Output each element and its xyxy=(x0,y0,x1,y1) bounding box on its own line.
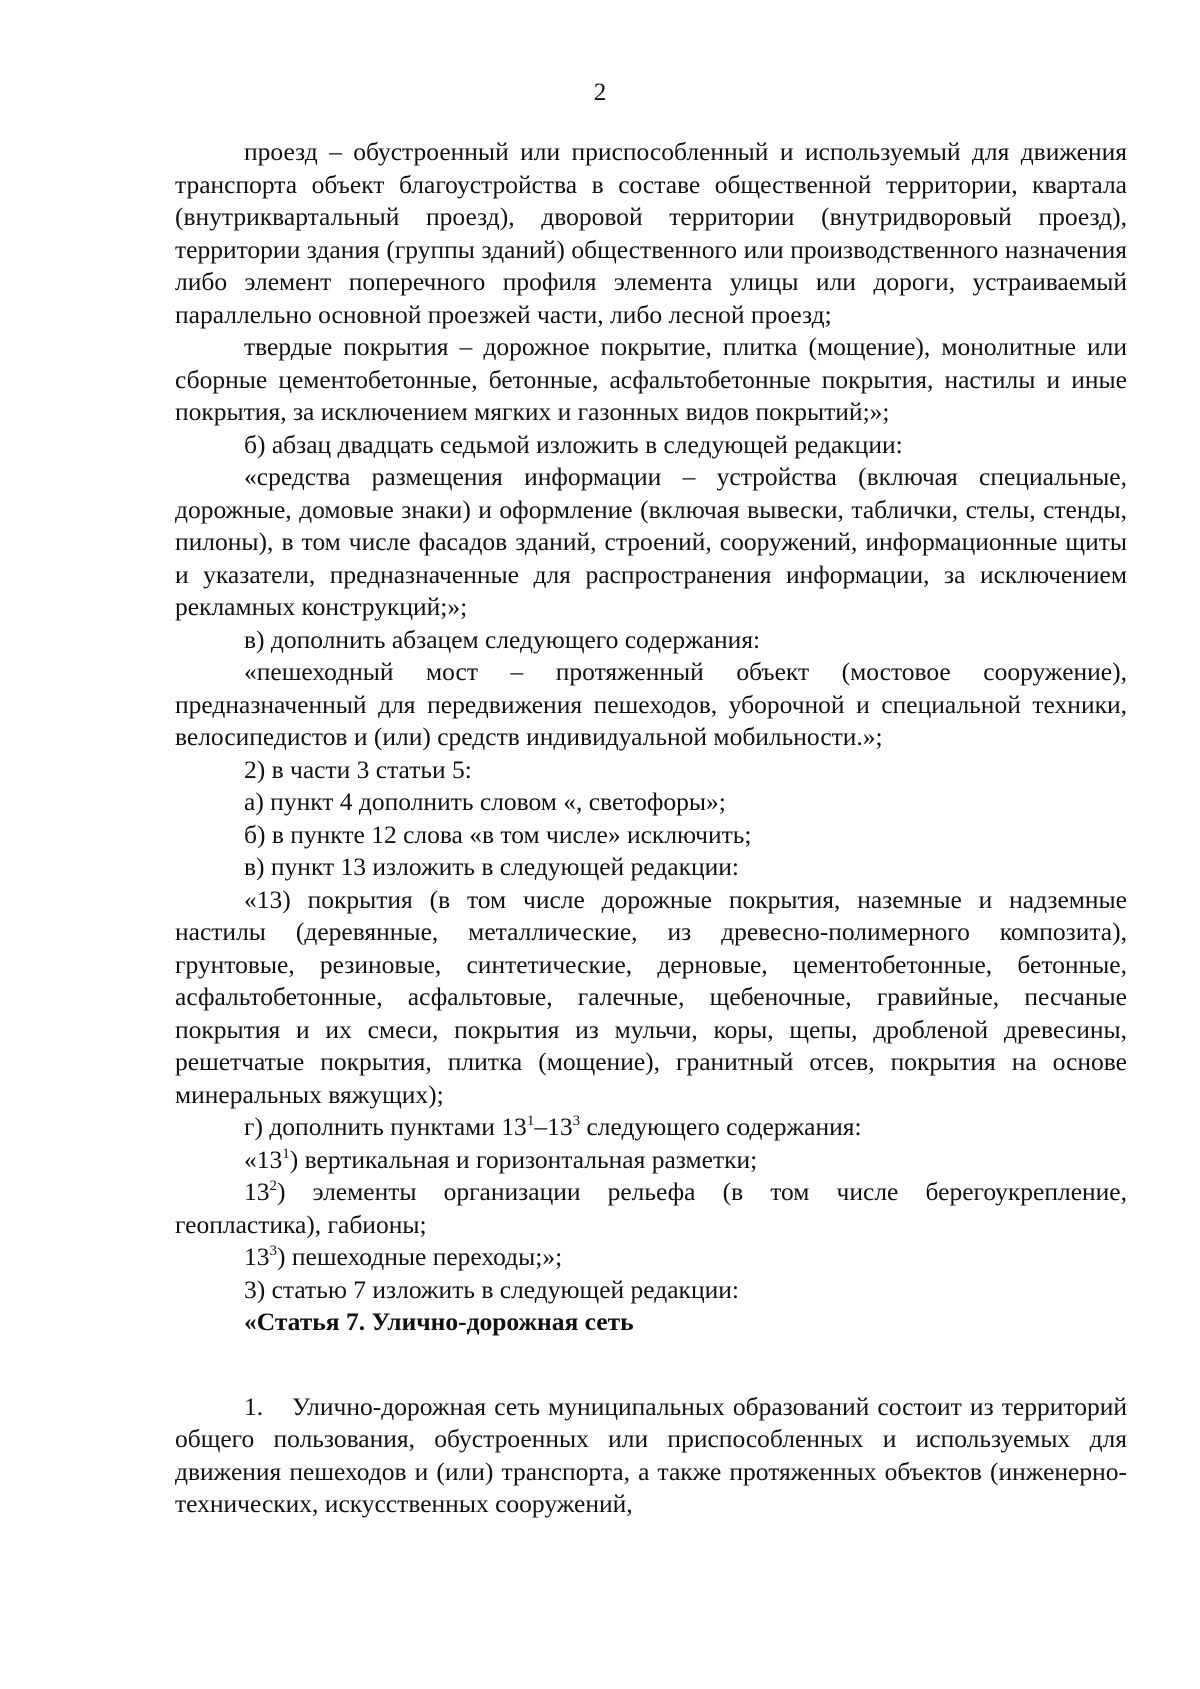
paragraph-text: Улично-дорожная сеть муниципальных образований состоит из территорий общего пользования, обустроенных или приспособленных и используемых для движения пешеходов и (или) транспорта, а также протяженных объектов (инженерно-технических, искусственных сооружений, xyxy=(175,1391,1127,1518)
paragraph-tverdye-pokrytiya: твердые покрытия – дорожное покрытие, плитка (мощение), монолитные или сборные цементобетонные, бетонные, асфальтобетонные покрытия, настилы и иные покрытия, за исключением мягких и газонных видов покрытий;»; xyxy=(175,332,1127,426)
text-fragment: ) пешеходные переходы;»; xyxy=(277,1242,563,1271)
paragraph-item-2: 2) в части 3 статьи 5: xyxy=(244,754,472,784)
paragraph-amendment-b: б) абзац двадцать седьмой изложить в следующей редакции: xyxy=(244,429,903,459)
superscript: 1 xyxy=(282,1145,290,1162)
paragraph-item-3: 3) статью 7 изложить в следующей редакции: xyxy=(244,1274,739,1304)
article-heading: «Статья 7. Улично-дорожная сеть xyxy=(244,1307,634,1336)
text-fragment: 13 xyxy=(244,1242,270,1271)
paragraph-number: 1. xyxy=(244,1391,264,1421)
paragraph-sub-b: б) в пункте 12 слова «в том числе» исключить; xyxy=(244,819,752,849)
text-fragment: 13 xyxy=(244,1177,270,1206)
text-fragment: «13 xyxy=(244,1144,283,1174)
paragraph-amendment-v: в) дополнить абзацем следующего содержания: xyxy=(244,624,761,654)
paragraph-punkt-13-1 xyxy=(175,1144,1127,1177)
paragraph-proezd: проезд – обустроенный или приспособленный и используемый для движения транспорта объект благоустройства в составе общественной территории, квартала (внутриквартальный проезд), дворовой территории (внутридворовый проезд), территории здания (группы зданий) общественного или производственного назначения либо элемент поперечного профиля элемента улицы или дороги, устраиваемый параллельно основной проезжей части, либо лесной проезд; xyxy=(175,137,1127,329)
paragraph-sredstva-razmescheniya: «средства размещения информации – устройства (включая специальные, дорожные, домовые знаки) и оформление (включая вывески, таблички, стелы, стенды, пилоны), в том числе фасадов зданий, строений, сооружений, информационные щиты и указатели, предназначенные для распространения информации, за исключением рекламных конструкций;»; xyxy=(175,462,1127,621)
text-fragment: г) дополнить пунктами 13 xyxy=(244,1112,527,1141)
superscript: 3 xyxy=(269,1243,277,1259)
paragraph-peshehodny-most: «пешеходный мост – протяженный объект (мостовое сооружение), предназначенный для передвижения пешеходов, уборочной и специальной техники, велосипедистов и (или) средств индивидуальной мобильности.»; xyxy=(175,657,1127,751)
superscript: 3 xyxy=(572,1113,581,1129)
text-fragment: ) вертикальная и горизонтальная разметки; xyxy=(289,1144,758,1174)
superscript: 1 xyxy=(526,1113,535,1129)
document-body xyxy=(175,136,1127,1521)
article-paragraph-1 xyxy=(175,1391,1127,1521)
paragraph-punkt-13-3 xyxy=(175,1241,1127,1274)
paragraph-punkt-13-2 xyxy=(175,1176,1127,1241)
page-number: 2 xyxy=(593,79,607,106)
superscript: 2 xyxy=(269,1178,277,1194)
paragraph-sub-a: а) пункт 4 дополнить словом «, светофоры»; xyxy=(244,787,726,816)
text-fragment: следующего содержания: xyxy=(580,1112,862,1141)
text-fragment: ) элементы организации рельефа (в том числе берегоукрепление, геопластика), габионы; xyxy=(175,1177,1127,1239)
paragraph-sub-g xyxy=(175,1111,1127,1144)
paragraph-punkt-13: «13) покрытия (в том числе дорожные покрытия, наземные и надземные настилы (деревянные, металлические, из древесно-полимерного композита), грунтовые, резиновые, синтетические, дерновые, цементобетонные, бетонные, асфальтобетонные, асфальтовые, галечные, щебеночные, гравийные, песчаные покрытия и их смеси, покрытия из мульчи, коры, щепы, дробленой древесины, решетчатые покрытия, плитка (мощение), гранитный отсев, покрытия на основе минеральных вяжущих); xyxy=(175,884,1127,1109)
paragraph-sub-v: в) пункт 13 изложить в следующей редакции: xyxy=(244,852,739,881)
text-fragment: –13 xyxy=(534,1112,573,1141)
